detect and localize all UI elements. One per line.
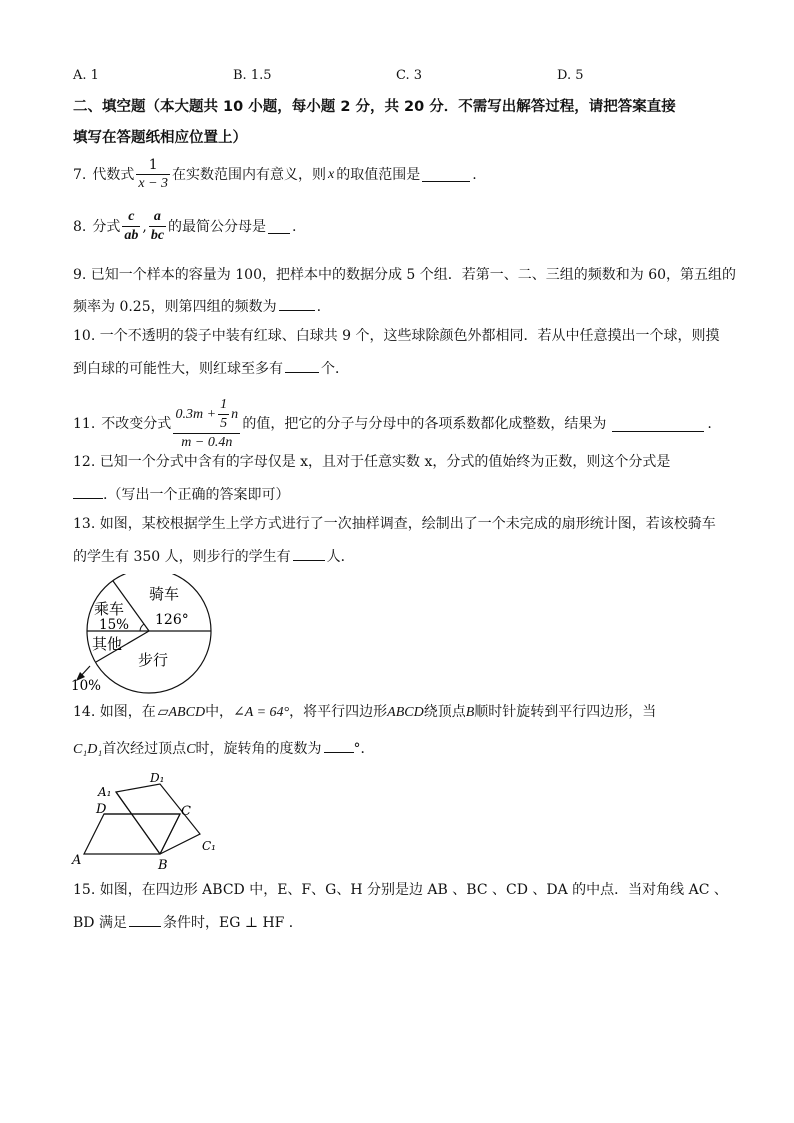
q11-inner-fraction [218, 396, 229, 433]
q10-line2-text: 到白球的可能性大，则红球至多有 [73, 361, 283, 377]
q13-pie-figure [66, 574, 226, 694]
q8-post: 的最简公分母是 [168, 218, 267, 235]
section-heading-line1: 二、填空题（本大题共 10 小题，每小题 2 分，共 20 分．不需写出解答过程，请把答案直接 [73, 99, 676, 115]
q14-line1 [73, 702, 656, 723]
q7-fraction [136, 156, 170, 193]
pie-label-walk: 步行 [138, 651, 169, 669]
q8-fraction-2 [149, 208, 166, 245]
q7-pre: 代数式 [92, 166, 135, 183]
pie-label-other-pct: 10% [71, 678, 102, 694]
q14-vertex-c: C [186, 742, 196, 757]
q12-line1: 12. 已知一个分式中含有的字母仅是 x，且对于任意实数 x，分式的值始终为正数，则这个分式是 [73, 454, 671, 470]
q13-line2-post: 人． [326, 549, 355, 565]
fig-label-c1: C₁ [202, 839, 216, 853]
fig-label-d1: D₁ [150, 771, 165, 785]
parallelogram-abcd [84, 814, 180, 854]
q11-num-b: n [231, 406, 239, 422]
fig-label-a: A [72, 853, 82, 868]
q11-fraction [173, 396, 240, 452]
q13-line2 [73, 546, 355, 567]
pie-label-bus: 乘车 [94, 600, 125, 618]
pie-label-other: 其他 [92, 635, 123, 653]
segment-bc [160, 814, 180, 854]
question-7 [73, 156, 477, 193]
q14-line2-mid: 首次经过顶点 [102, 741, 187, 757]
q11-inner-den: 5 [220, 416, 228, 431]
q7-frac-den: x − 3 [138, 176, 169, 191]
q15-answer-blank[interactable] [129, 912, 161, 927]
q13-answer-blank[interactable] [293, 546, 325, 561]
q14-post3: 顺时针旋转到平行四边形，当 [474, 704, 657, 720]
q14-abcd: ABCD [168, 705, 206, 720]
q13-line1: 13. 如图，某校根据学生上学方式进行了一次抽样调查，绘制出了一个未完成的扇形统计图，若该校骑车 [73, 516, 716, 532]
q8-end: . [292, 218, 297, 235]
q12-line2 [73, 484, 289, 505]
q8-f1-num: c [128, 209, 135, 224]
q8-fraction-1 [122, 208, 140, 245]
q7-frac-num: 1 [148, 157, 158, 173]
q8-pre: 分式 [92, 218, 121, 235]
pie-label-angle: 126° [155, 612, 189, 628]
q8-number: 8. [73, 218, 87, 235]
q8-f2-den: bc [150, 228, 165, 243]
q10-line1: 10. 一个不透明的袋子中装有红球、白球共 9 个，这些球除颜色外都相同．若从中任意摸出一个球，则摸 [73, 328, 720, 344]
q14-answer-blank[interactable] [324, 738, 354, 753]
pie-label-ride: 骑车 [149, 585, 180, 603]
q10-line2-post: 个． [321, 361, 349, 377]
q12-answer-blank[interactable] [73, 484, 103, 499]
q14-geometry-figure [68, 768, 228, 872]
parallelogram-symbol: ▱ [157, 704, 169, 720]
q14-abcd-2: ABCD [387, 705, 424, 720]
q11-numerator [174, 396, 241, 433]
segment-ba1 [116, 792, 160, 854]
q10-answer-blank[interactable] [285, 358, 319, 373]
q9-answer-blank[interactable] [279, 296, 315, 311]
q14-line2-post: 时，旋转角的度数为 [195, 741, 322, 757]
question-11 [73, 396, 712, 452]
q7-number: 7. [73, 166, 87, 183]
q7-post2: 的取值范围是 [336, 166, 421, 183]
section-heading-line2: 填写在答题纸相应位置上） [73, 130, 247, 146]
q14-post2: 绕顶点 [423, 704, 466, 720]
fig-label-b: B [158, 858, 168, 872]
q11-post: 的值，把它的分子与分母中的各项系数都化成整数，结果为 [242, 416, 607, 432]
q8-answer-blank[interactable] [268, 219, 290, 234]
q14-line2-end: °． [353, 741, 375, 757]
option-d: D. 5 [557, 68, 584, 83]
q7-end: . [472, 166, 477, 183]
q15-line2 [73, 912, 303, 933]
q11-answer-blank[interactable] [612, 417, 704, 432]
q8-f1-den: ab [124, 228, 139, 243]
q11-num-a: 0.3m + [175, 406, 217, 422]
q9-end: . [316, 299, 322, 315]
option-c: C. 3 [396, 68, 423, 83]
q14-line2 [73, 738, 375, 760]
q8-comma: , [142, 218, 147, 235]
q14-pre: 14. 如图，在 [73, 704, 156, 720]
q9-line2 [73, 296, 321, 317]
q7-post: 在实数范围内有意义，则 [172, 166, 327, 183]
q9-line1: 9. 已知一个样本的容量为 100，把样本中的数据分成 5 个组．若第一、二、三组的频数和为 60，第五组的 [73, 267, 737, 283]
pie-angle-arc [140, 624, 144, 631]
q7-answer-blank[interactable] [422, 167, 470, 182]
pie-label-bus-pct: 15% [99, 617, 130, 633]
q12-line2-post: .（写出一个正确的答案即可） [103, 487, 290, 503]
fig-label-a1: A₁ [98, 785, 112, 799]
option-b: B. 1.5 [233, 68, 272, 83]
q14-angle: ∠A = 64° [233, 705, 290, 720]
q14-mid: 中， [205, 704, 234, 720]
q14-post: ，将平行四边形 [289, 704, 388, 720]
q9-line2-text: 频率为 0.25，则第四组的频数为 [73, 299, 277, 315]
q14-vertex-b: B [465, 705, 475, 720]
q13-line2-text: 的学生有 350 人，则步行的学生有 [73, 549, 291, 565]
q15-line2-pre: BD 满足 [73, 915, 127, 931]
q11-pre: 不改变分式 [101, 416, 172, 432]
q8-f2-num: a [153, 209, 161, 224]
option-a: A. 1 [73, 68, 99, 83]
q11-number: 11. [73, 416, 96, 432]
q14-segment: C₁D₁ [73, 742, 103, 757]
question-8 [73, 208, 296, 245]
q11-end: . [707, 416, 712, 432]
fig-label-c: C [181, 804, 191, 819]
q11-inner-num: 1 [220, 397, 228, 412]
q7-var: x [328, 166, 335, 182]
fig-label-d: D [96, 802, 107, 817]
q10-line2 [73, 358, 349, 379]
q15-line1: 15. 如图，在四边形 ABCD 中，E、F、G、H 分别是边 AB 、BC 、CD 、DA 的中点．当对角线 AC 、 [73, 882, 728, 898]
q11-denominator: m − 0.4n [173, 433, 240, 452]
parallelogram-rotated [116, 784, 200, 854]
q15-line2-post: 条件时，EG ⊥ HF ． [162, 915, 303, 931]
